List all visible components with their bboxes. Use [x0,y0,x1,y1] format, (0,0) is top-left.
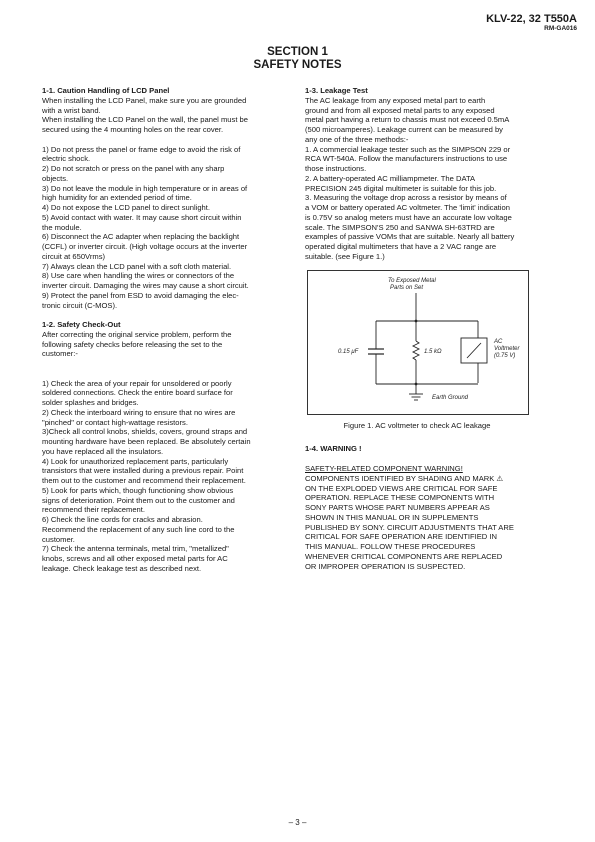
text-line: When installing the LCD Panel on the wall, the panel must be [42,115,248,125]
list-line: 4) Do not expose the LCD panel to direct sunlight. [42,203,211,212]
list-line: 1) Check the area of your repair for unsoldered or poorly [42,378,232,388]
text-line: After correcting the original service problem, perform the [42,329,232,339]
text-line: metal part having a return to chassis must not exceed 0.5mA [305,115,510,125]
warning-line: COMPONENTS IDENTIFIED BY SHADING AND MARK ⚠ [305,473,504,483]
text-line: suitable. (see Figure 1.) [305,251,385,261]
text-line: customer:- [42,349,78,359]
list-line: electric shock. [42,154,91,164]
page-number: – 3 – [288,818,307,827]
warning-line: WHENEVER CRITICAL COMPONENTS ARE REPLACED [305,551,503,561]
right-column [305,86,558,571]
list-line: customer. [42,534,75,544]
text-line: RCA WT-540A. Follow the manufacturers instructions to use [305,154,508,164]
model-number: KLV-22, 32 T550A [486,13,577,25]
section-number: SECTION 1 [267,46,328,58]
warning-title: SAFETY-RELATED COMPONENT WARNING! [305,464,463,473]
list-line: recommend their replacement. [42,505,145,515]
text-line: ground and from all exposed metal parts to any exposed [305,105,495,115]
section-title-block [0,46,595,72]
resistor-label: 1.5 kΩ [424,348,442,355]
meter-label-line-2: Voltmeter [494,345,520,352]
warning-line: SONY PARTS WHOSE PART NUMBERS APPEAR AS [305,503,490,512]
text-line: (500 microamperes). Leakage current can be measured by [305,125,503,134]
checkout-list [42,379,292,574]
list-line: 6) Disconnect the AC adapter when replacing the backlight [42,232,240,242]
list-line: you have replaced all the insulators. [42,446,164,456]
warning-line: PUBLISHED BY SONY. CIRCUIT ADJUSTMENTS THAT ARE [305,522,514,532]
checkout-intro [42,330,292,359]
lcd-cautions-list [42,145,292,311]
list-line: tronic circuit (C-MOS). [42,300,118,310]
list-line: soldered connections. Check the entire board surface for [42,388,233,398]
list-line: 9) Protect the panel from ESD to avoid damaging the elec- [42,290,239,300]
list-line: inverter circuit. Damaging the wires may cause a short circuit. [42,281,249,290]
list-line: circuit at 650Vrms) [42,251,106,261]
heading-safety-checkout: 1-2. Safety Check-Out [42,320,121,329]
text-line: The AC leakage from any exposed metal part to earth [305,95,486,105]
text-line: When installing the LCD Panel, make sure you are grounded [42,95,247,105]
list-line: Recommend the replacement of any such line cord to the [42,524,235,534]
text-line: following safety checks before releasing the set to the [42,339,223,349]
list-line: (CCFL) or inverter circuit. (High voltage occurs at the inverter [42,242,248,251]
list-line: 3) Do not leave the module in high temperature or in areas of [42,183,248,193]
top-label-line-1: To Exposed Metal [388,277,436,284]
meter-label-line-1: AC [494,338,503,345]
text-line: with a wrist band. [42,105,101,115]
text-line: is 0.75V so analog meters must have an accurate low voltage [305,212,512,222]
warning-line: ON THE EXPLODED VIEWS ARE CRITICAL FOR SAFE [305,483,498,493]
text-line: those instructions. [305,164,367,173]
circuit-diagram [308,271,528,414]
list-line: 7) Check the antenna terminals, metal trim, "metallized" [42,544,229,554]
document-code: RM-GA016 [544,25,577,32]
heading-leakage-test: 1-3. Leakage Test [305,86,368,95]
list-line: 1) Do not press the panel or frame edge to avoid the risk of [42,144,241,154]
heading-lcd-panel: 1-1. Caution Handling of LCD Panel [42,86,170,95]
list-line: 5) Avoid contact with water. It may cause short circuit within [42,212,242,222]
list-line: 3)Check all control knobs, shields, covers, ground straps and [42,427,248,437]
ground-label: Earth Ground [432,394,469,401]
text-line: any one of the three methods:- [305,134,409,144]
warning-line: CRITICAL FOR SAFE OPERATION ARE IDENTIFIED IN [305,532,497,542]
lcd-intro [42,96,292,135]
list-line: knobs, screws and all other exposed metal parts for AC [42,554,228,563]
list-line: objects. [42,173,69,183]
warning-block [305,464,558,571]
list-line: 5) Look for parts which, though functioning show obvious [42,485,234,495]
top-label-line-2: Parts on Set [390,284,424,291]
heading-warning: 1-4. WARNING ! [305,444,362,454]
list-line: high humidity for an extended period of time. [42,193,192,203]
warning-line: OR IMPROPER OPERATION IS SUSPECTED. [305,561,466,571]
capacitor-label: 0.15 μF [338,348,359,355]
text-line: a VOM or battery operated AC voltmeter. The 'limit' indication [305,203,510,212]
figure-caption: Figure 1. AC voltmeter to check AC leakage [343,420,491,430]
text-line: 3. Measuring the voltage drop across a resistor by means of [305,193,507,203]
list-line: 6) Check the line cords for cracks and abrasion. [42,515,203,524]
list-line: mounting hardware have been replaced. Be absolutely certain [42,437,251,446]
text-line: 2. A battery-operated AC milliampmeter. The DATA [305,173,476,183]
text-line: scale. The SIMPSON'S 250 and SANWA SH-63TRD are [305,222,495,232]
meter-label-line-3: (0.75 V) [494,352,516,359]
left-column [42,86,292,574]
list-line: transistors that were installed during a previous repair. Point [42,466,244,476]
list-line: them out to the customer and recommend their replacement. [42,476,246,485]
text-line: operated digital multimeters that have a 2 VAC range are [305,242,497,251]
list-line: 4) Look for unauthorized replacement parts, particularly [42,456,229,466]
page-header [486,13,577,33]
list-line: the module. [42,222,82,232]
text-line: PRECISION 245 digital multimeter is suitable for this job. [305,183,497,193]
resistor-zigzag [413,341,419,360]
list-line: signs of deterioration. Point them out to the customer and [42,495,235,505]
list-line: solder splashes and bridges. [42,398,139,407]
list-line: 8) Use care when handling the wires or connectors of the [42,271,235,281]
text-line: secured using the 4 mounting holes on the rear cover. [42,125,224,134]
text-line: 1. A commercial leakage tester such as the SIMPSON 229 or [305,144,511,154]
text-line: examples of passive VOMs that are suitable. Nearly all battery [305,232,515,242]
list-line: leakage. Check leakage test as described next. [42,563,202,573]
warning-line: THIS MANUAL. FOLLOW THESE PROCEDURES [305,542,476,551]
list-line: 2) Check the interboard wiring to ensure that no wires are [42,407,236,417]
list-line: 2) Do not scratch or press on the panel with any sharp [42,164,225,173]
leakage-text [305,96,558,262]
section-subtitle: SAFETY NOTES [253,59,342,71]
leakage-circuit-figure [307,270,529,415]
warning-line: SHOWN IN THIS MANUAL OR IN SUPPLEMENTS [305,512,479,522]
list-line: 7) Always clean the LCD panel with a soft cloth material. [42,261,232,271]
warning-line: OPERATION. REPLACE THESE COMPONENTS WITH [305,493,495,503]
list-line: "pinched" or contact high-wattage resistors. [42,417,188,427]
